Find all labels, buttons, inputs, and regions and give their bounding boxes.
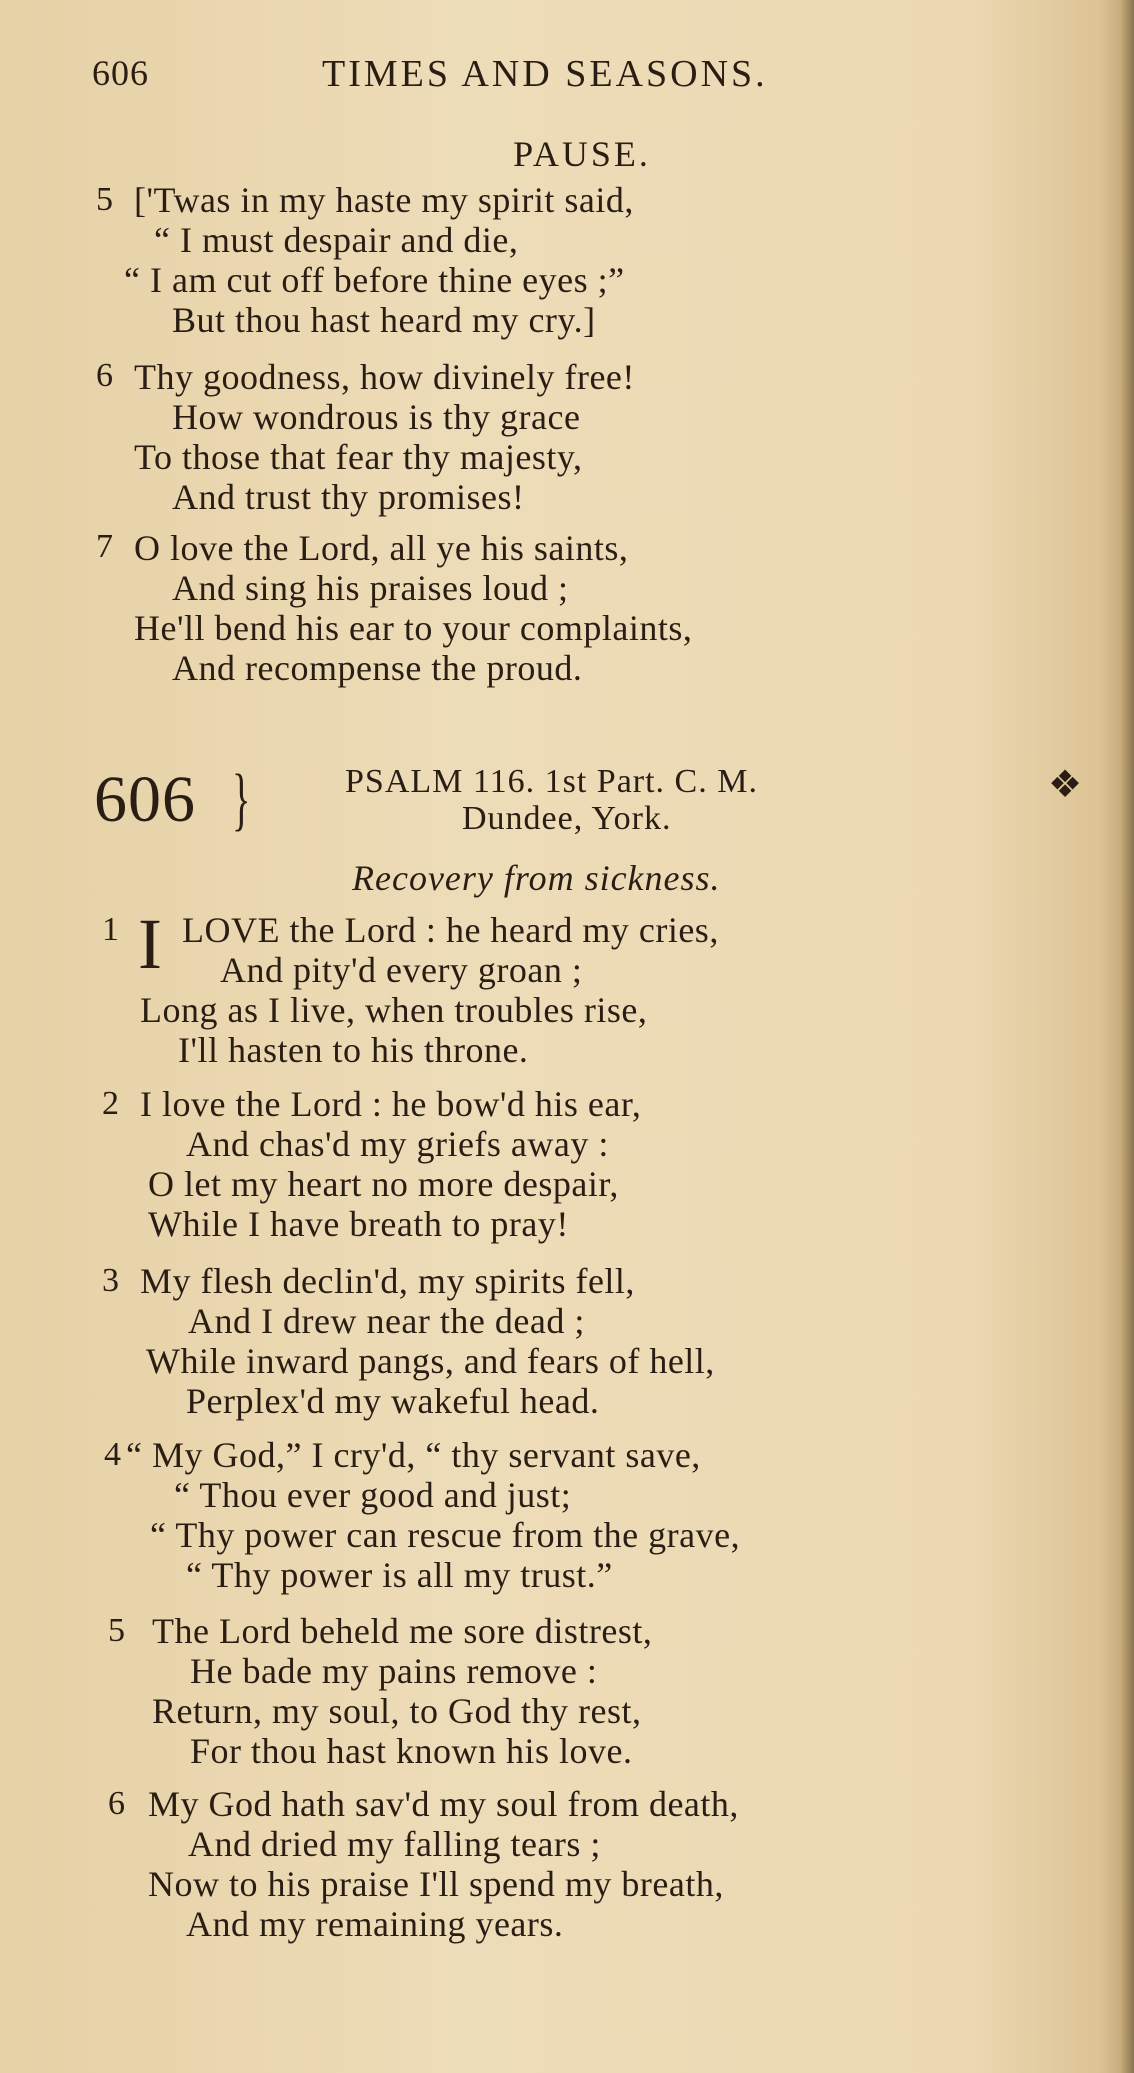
stanza-number: 2 bbox=[102, 1085, 119, 1122]
verse-line: ['Twas in my haste my spirit said, bbox=[134, 180, 634, 220]
page-number: 606 bbox=[92, 53, 149, 93]
running-title: TIMES AND SEASONS. bbox=[322, 53, 768, 95]
running-head bbox=[92, 52, 872, 102]
verse-line: “ I must despair and die, bbox=[154, 220, 519, 260]
hymn-title: PSALM 116. 1st Part. C. M. bbox=[345, 763, 758, 800]
stanza-number: 3 bbox=[102, 1262, 119, 1299]
verse-line: O love the Lord, all ye his saints, bbox=[134, 528, 629, 568]
verse-line: And sing his praises loud ; bbox=[172, 568, 569, 608]
verse-line: But thou hast heard my cry.] bbox=[172, 300, 596, 340]
verse-line: The Lord beheld me sore distrest, bbox=[152, 1611, 653, 1651]
verse-line: “ I am cut off before thine eyes ;” bbox=[124, 260, 625, 300]
verse-line: “ Thy power can rescue from the grave, bbox=[150, 1515, 741, 1555]
verse-line: “ Thou ever good and just; bbox=[174, 1475, 572, 1515]
verse-line: And trust thy promises! bbox=[172, 477, 525, 517]
verse-line: And dried my falling tears ; bbox=[188, 1824, 601, 1864]
verse-line: Return, my soul, to God thy rest, bbox=[152, 1691, 642, 1731]
verse-line: I'll hasten to his throne. bbox=[178, 1030, 529, 1070]
drop-cap: I bbox=[138, 904, 162, 984]
verse-line: Long as I live, when troubles rise, bbox=[140, 990, 648, 1030]
verse-line: My God hath sav'd my soul from death, bbox=[148, 1784, 739, 1824]
stanza-number: 7 bbox=[96, 528, 113, 565]
verse-line: And my remaining years. bbox=[186, 1904, 564, 1944]
stanza-number: 6 bbox=[96, 357, 113, 394]
stanza-number: 6 bbox=[108, 1785, 125, 1822]
pause-heading: PAUSE. bbox=[513, 134, 651, 174]
hymn-subject: Recovery from sickness. bbox=[352, 858, 721, 898]
verse-line: He'll bend his ear to your complaints, bbox=[134, 608, 693, 648]
verse-line: And pity'd every groan ; bbox=[220, 950, 583, 990]
stanza-number: 5 bbox=[108, 1612, 125, 1649]
ornament-icon: ❖ bbox=[1048, 764, 1083, 806]
stanza-number: 5 bbox=[96, 181, 113, 218]
page-edge bbox=[1120, 0, 1134, 2073]
verse-line: While I have breath to pray! bbox=[148, 1204, 569, 1244]
verse-line: LOVE the Lord : he heard my cries, bbox=[182, 910, 719, 950]
hymn-brace: } bbox=[232, 761, 251, 838]
verse-line: O let my heart no more despair, bbox=[148, 1164, 619, 1204]
hymn-tunes: Dundee, York. bbox=[462, 800, 672, 837]
stanza-number: 1 bbox=[102, 911, 119, 948]
verse-line: And recompense the proud. bbox=[172, 648, 583, 688]
verse-line: Perplex'd my wakeful head. bbox=[186, 1381, 600, 1421]
verse-line: And chas'd my griefs away : bbox=[186, 1124, 609, 1164]
verse-line: He bade my pains remove : bbox=[190, 1651, 598, 1691]
verse-line: “ My God,” I cry'd, “ thy servant save, bbox=[126, 1435, 701, 1475]
verse-line: “ Thy power is all my trust.” bbox=[186, 1555, 613, 1595]
stanza-number: 4 bbox=[104, 1436, 121, 1473]
verse-line: My flesh declin'd, my spirits fell, bbox=[140, 1261, 635, 1301]
verse-line: I love the Lord : he bow'd his ear, bbox=[140, 1084, 642, 1124]
verse-line: Thy goodness, how divinely free! bbox=[134, 357, 635, 397]
verse-line: For thou hast known his love. bbox=[190, 1731, 633, 1771]
verse-line: Now to his praise I'll spend my breath, bbox=[148, 1864, 724, 1904]
verse-line: While inward pangs, and fears of hell, bbox=[146, 1341, 715, 1381]
hymn-number: 606 bbox=[94, 763, 196, 836]
verse-line: How wondrous is thy grace bbox=[172, 397, 581, 437]
verse-line: To those that fear thy majesty, bbox=[134, 437, 583, 477]
verse-line: And I drew near the dead ; bbox=[188, 1301, 585, 1341]
